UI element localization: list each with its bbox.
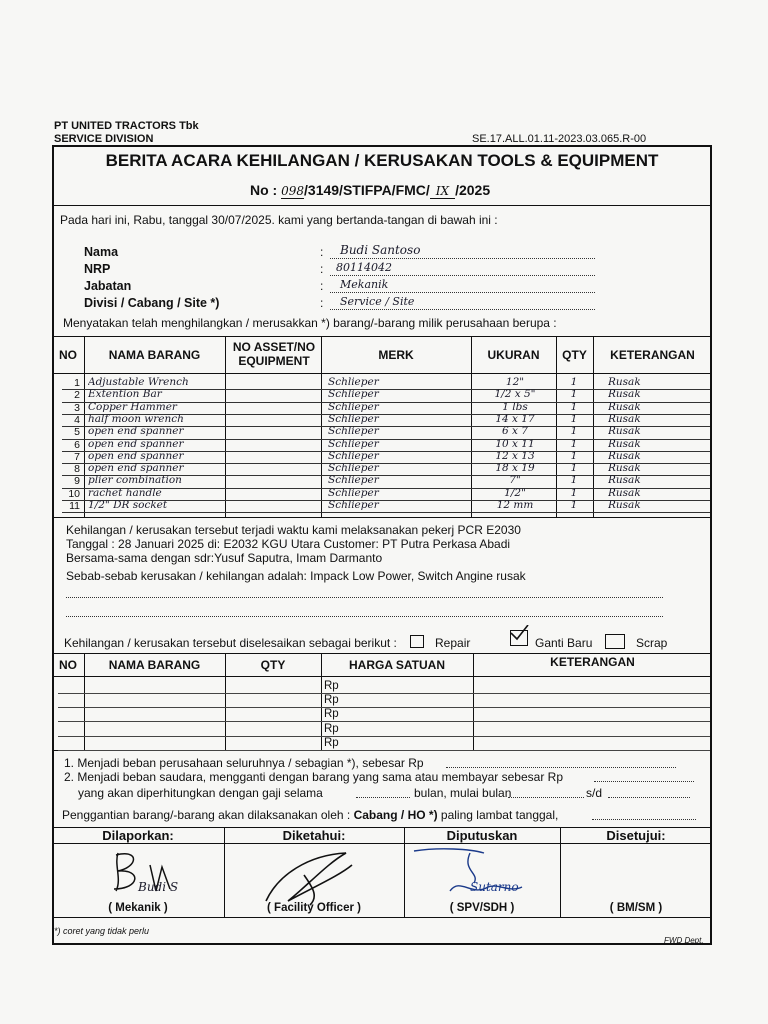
cell-size: 12 x 13: [495, 449, 535, 462]
cell-note: Rusak: [608, 486, 641, 499]
cell-name: half moon wrench: [88, 412, 184, 425]
cell-qty: 1: [570, 425, 578, 438]
incident-line-2: Tanggal : 28 Januari 2025 di: E2032 KGU Utara Customer: PT Putra Perkasa Abadi: [66, 537, 511, 551]
cell-size: 14 x 17: [495, 412, 535, 425]
repair-label: Repair: [435, 636, 471, 650]
sign-header-disetujui: Disetujui:: [606, 828, 666, 843]
cell-name: plier combination: [88, 474, 182, 487]
cell-merk: Schlieper: [328, 376, 379, 388]
cell-qty: 1: [570, 400, 578, 413]
sign-border: [52, 917, 712, 918]
table-border: [52, 653, 712, 654]
th-merk: MERK: [378, 348, 414, 362]
underline: [330, 258, 595, 259]
table-border: [52, 373, 712, 374]
row-number: 7: [74, 450, 80, 463]
cell-note: Rusak: [608, 499, 641, 511]
colon: :: [320, 262, 324, 276]
dotted-line: [356, 797, 410, 798]
scrap-checkbox[interactable]: [605, 634, 625, 649]
document-code: SE.17.ALL.01.11-2023.03.065.R-00: [472, 133, 647, 145]
cell-size: 1 lbs: [502, 400, 528, 413]
cell-size: 12 mm: [496, 499, 534, 511]
cell-size: 18 x 19: [495, 462, 535, 475]
cell-size: 7": [509, 474, 521, 487]
ganti-baru-label: Ganti Baru: [535, 636, 593, 650]
intro-text: Pada hari ini, Rabu, tanggal 30/07/2025. kami yang bertanda-tangan di bawah ini :: [60, 213, 498, 227]
cell-name: open end spanner: [88, 437, 184, 450]
th-ukuran: UKURAN: [487, 348, 540, 362]
cell-size: 6 x 7: [502, 425, 528, 438]
cell-size: 10 x 11: [495, 437, 535, 450]
th-qty: QTY: [562, 348, 587, 362]
cell-qty: 1: [570, 412, 578, 425]
sign-role-bm: ( BM/SM ): [609, 902, 663, 914]
cell-name: Extention Bar: [88, 388, 162, 401]
cell-harga-rp: Rp: [324, 680, 339, 692]
cell-qty: 1: [570, 474, 578, 487]
cell-note: Rusak: [608, 474, 641, 487]
cell-merk: Schlieper: [328, 425, 379, 438]
statement-text: Menyatakan telah menghilangkan / merusakkan *) barang/-barang milik perusahaan berupa :: [63, 316, 557, 330]
incident-cause: Sebab-sebab kerusakan / kehilangan adalah: Impack Low Power, Switch Angine rusak: [66, 569, 526, 583]
row-number: 2: [74, 389, 80, 402]
dotted-line: [592, 819, 696, 820]
charge-line-3b: bulan, mulai bulan: [414, 786, 512, 800]
th-asset: NO ASSET/NO EQUIPMENT: [232, 340, 316, 368]
row-number: 9: [74, 475, 80, 488]
cell-name: open end spanner: [88, 449, 184, 462]
sign-role-spv: ( SPV/SDH ): [449, 902, 515, 914]
t2-th-nama-barang: NAMA BARANG: [108, 658, 201, 672]
dotted-line: [508, 797, 584, 798]
sign-role-mekanik: ( Mekanik ): [108, 902, 168, 914]
cell-qty: 1: [570, 388, 578, 401]
divider: [52, 205, 712, 206]
dotted-line: [608, 797, 690, 798]
cell-name: Copper Hammer: [88, 400, 177, 413]
cell-note: Rusak: [608, 400, 641, 413]
role-bm: BM/SM: [616, 902, 656, 914]
role-spv: SPV/SDH: [456, 902, 508, 914]
table-row-line: [58, 707, 710, 708]
footer-dept: FWD Dept.: [664, 936, 704, 945]
th-no: NO: [59, 348, 77, 362]
cell-merk: Schlieper: [328, 412, 379, 425]
role-mekanik: Mekanik: [115, 902, 161, 914]
table-row-line: [58, 721, 710, 722]
charge-line-3c: s/d: [586, 786, 603, 800]
signature-mekanik: [100, 845, 210, 903]
underline: [330, 292, 595, 293]
row-number: 4: [74, 413, 80, 426]
th-nama-barang: NAMA BARANG: [108, 348, 201, 362]
table-row-line: [58, 736, 710, 737]
cell-merk: Schlieper: [328, 474, 379, 487]
row-number: 5: [74, 426, 80, 439]
signer-name-mekanik: Budi S: [138, 880, 179, 894]
charge-line-3a: yang akan diperhitungkan dengan gaji selama: [78, 786, 323, 800]
label-nama: Nama: [84, 245, 119, 259]
number-label: No :: [250, 182, 278, 198]
row-number: 11: [69, 500, 80, 512]
document-number: [250, 182, 490, 198]
row-number: 6: [74, 438, 80, 451]
cell-harga-rp: Rp: [324, 736, 339, 749]
role-facility: Facility Officer: [274, 902, 354, 914]
colon: :: [320, 245, 324, 259]
cell-size: 12": [505, 376, 525, 388]
check-mark-icon: [509, 625, 529, 643]
row-number: 10: [68, 487, 80, 500]
cell-merk: Schlieper: [328, 449, 379, 462]
cell-qty: 1: [570, 449, 578, 462]
t2-th-no: NO: [59, 658, 77, 672]
footnote: *) coret yang tidak perlu: [54, 926, 150, 936]
cell-harga-rp: Rp: [324, 694, 339, 707]
cell-note: Rusak: [608, 437, 641, 450]
t2-th-harga: HARGA SATUAN: [349, 658, 445, 672]
number-year: /2025: [455, 182, 491, 198]
cell-name: open end spanner: [88, 462, 184, 475]
charge-line-2: 2. Menjadi beban saudara, mengganti dengan barang yang sama atau membayar sebesar Rp: [64, 770, 563, 784]
table-border: [52, 517, 712, 518]
cell-name: open end spanner: [88, 425, 184, 438]
underline: [330, 309, 595, 310]
cell-note: Rusak: [608, 449, 641, 462]
repair-checkbox[interactable]: [410, 635, 424, 648]
cell-merk: Schlieper: [328, 388, 379, 401]
cell-qty: 1: [570, 376, 578, 388]
replacement-post: paling lambat tanggal,: [440, 808, 559, 822]
cell-size: 1/2": [504, 486, 526, 499]
cell-qty: 1: [570, 462, 578, 475]
scrap-label: Scrap: [636, 636, 668, 650]
dotted-line: [446, 767, 676, 768]
division-name: SERVICE DIVISION: [54, 133, 154, 145]
colon: :: [320, 296, 324, 310]
value-jabatan: Mekanik: [340, 278, 389, 291]
cell-harga-rp: Rp: [324, 722, 339, 735]
resolution-text: Kehilangan / kerusakan tersebut diselesaikan sebagai berikut :: [64, 636, 397, 650]
cell-qty: 1: [570, 437, 578, 450]
replacement-pre: Penggantian barang/-barang akan dilaksanakan oleh :: [62, 808, 351, 822]
value-divisi: Service / Site: [340, 295, 415, 308]
label-nrp: NRP: [84, 262, 111, 276]
value-nama: Budi Santoso: [340, 243, 421, 257]
sign-header-diputuskan: Diputuskan: [446, 828, 518, 843]
t2-th-keterangan: KETERANGAN: [550, 655, 635, 669]
label-jabatan: Jabatan: [84, 279, 132, 293]
cell-name: Adjustable Wrench: [88, 376, 189, 388]
dotted-line: [594, 781, 694, 782]
t2-th-qty: QTY: [260, 658, 286, 672]
table-row-line: [62, 512, 710, 513]
table-row-line: [58, 750, 710, 751]
number-middle: /3149/STIFPA/FMC/: [304, 182, 430, 198]
cell-note: Rusak: [608, 462, 641, 475]
cell-name: 1/2" DR socket: [88, 499, 168, 511]
colon: :: [320, 279, 324, 293]
sign-header-diketahui: Diketahui:: [282, 828, 346, 843]
cell-note: Rusak: [608, 425, 641, 438]
dotted-line: [66, 597, 663, 598]
signature-spv: [410, 843, 540, 903]
row-number: 8: [74, 463, 80, 476]
replacement-line: [62, 808, 558, 822]
incident-line-3: Bersama-sama dengan sdr:Yusuf Saputra, Imam Darmanto: [66, 551, 383, 565]
dotted-line: [66, 616, 663, 617]
row-number: 1: [74, 377, 80, 389]
cell-merk: Schlieper: [328, 437, 379, 450]
cell-name: rachet handle: [88, 486, 162, 499]
form-title: BERITA ACARA KEHILANGAN / KERUSAKAN TOOLS & EQUIPMENT: [105, 151, 659, 170]
table-border: [52, 676, 712, 677]
table-row-line: [58, 693, 710, 694]
value-nrp: 80114042: [336, 261, 392, 274]
cell-merk: Schlieper: [328, 462, 379, 475]
table-border: [52, 336, 712, 337]
cell-note: Rusak: [608, 412, 641, 425]
cell-merk: Schlieper: [328, 400, 379, 413]
signer-name-spv: Sutarno: [470, 880, 519, 894]
replacement-bold: Cabang / HO *): [353, 808, 438, 822]
cell-qty: 1: [570, 499, 578, 511]
cell-note: Rusak: [608, 388, 641, 401]
cell-size: 1/2 x 5": [494, 388, 536, 401]
ganti-baru-checkbox[interactable]: [510, 630, 528, 646]
sign-header-dilaporkan: Dilaporkan:: [102, 828, 174, 843]
company-name: PT UNITED TRACTORS Tbk: [54, 120, 199, 132]
cell-merk: Schlieper: [328, 499, 379, 511]
underline: [330, 275, 595, 276]
row-number: 3: [74, 401, 80, 414]
sign-role-facility: ( Facility Officer ): [267, 902, 361, 914]
cell-merk: Schlieper: [328, 486, 379, 499]
charge-line-1: 1. Menjadi beban perusahaan seluruhnya / sebagian *), sebesar Rp: [64, 756, 424, 770]
cell-qty: 1: [570, 486, 578, 499]
cell-note: Rusak: [608, 376, 641, 388]
sign-border: [52, 843, 712, 844]
label-divisi: Divisi / Cabang / Site *): [84, 296, 220, 310]
th-keterangan: KETERANGAN: [610, 348, 695, 362]
number-seq: 098: [281, 184, 305, 198]
number-month: IX: [430, 184, 455, 199]
cell-harga-rp: Rp: [324, 708, 339, 721]
signature-facility-officer: [248, 845, 368, 907]
incident-line-1: Kehilangan / kerusakan tersebut terjadi waktu kami melaksanakan pekerj PCR E2030: [66, 523, 521, 537]
